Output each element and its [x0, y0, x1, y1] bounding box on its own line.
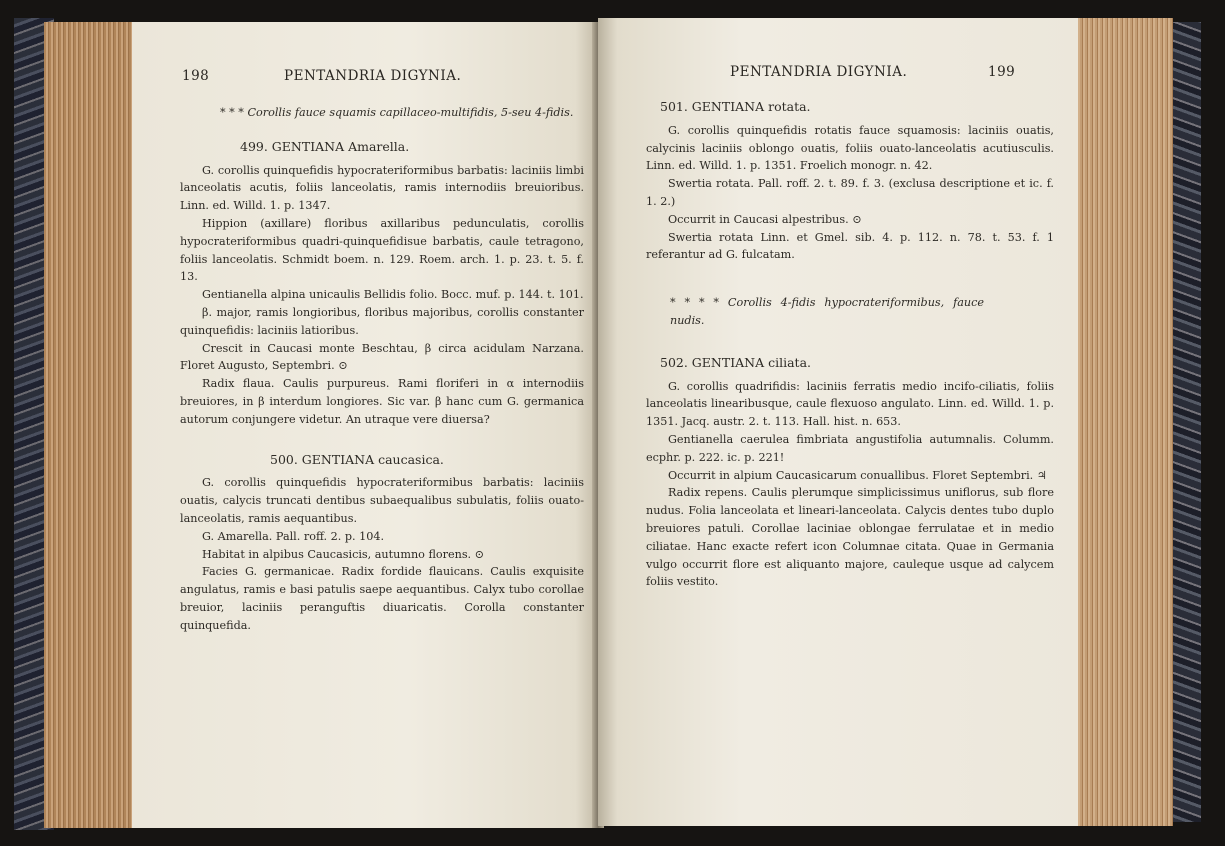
entry-heading-500: 500. GENTIANA caucasica.: [270, 451, 444, 467]
entry-heading-502: 502. GENTIANA ciliata.: [660, 354, 811, 370]
subsection-heading-right: * * * * Corollis 4-fidis hypocrateriformibus, fauce nudis.: [670, 296, 984, 327]
entry-502-para-2: Gentianella caerulea fimbriata angustifolia autumnalis. Columm. ecphr. p. 222. ic. p. 221!: [646, 432, 1054, 464]
entry-500-para-1: G. corollis quinquefidis hypocrateriformibus barbatis: laciniis ouatis, calycis truncati dentibus subaequalibus subulatis, foliis ouato-lanceolatis, ramis aequantibus.: [180, 476, 584, 525]
entry-501-para-1: G. corollis quinquefidis rotatis fauce squamosis: laciniis ouatis, calycinis laciniis oblongo ouatis, foliis ouato-lanceolatis acutiusculis. Linn. ed. Willd. 1. p. 1351. Froelich monogr. n. 42.: [646, 123, 1054, 173]
page-edges-left: [44, 22, 132, 828]
entry-502-para-1: G. corollis quadrifidis: laciniis ferratis medio incifo-ciliatis, foliis lanceolatis linearibusque, caule flexuoso angulato. Linn. ed. Willd. 1. p. 1351. Jacq. austr. 2. t. 113. Hall. hist. n. 653.: [646, 379, 1054, 429]
entry-heading-499: 499. GENTIANA Amarella.: [240, 138, 410, 154]
entry-499-para-5: Crescit in Caucasi monte Beschtau, β circa acidulam Narzana. Floret Augusto, Septembri. ⊙: [180, 341, 584, 373]
entry-500-para-4: Facies G. germanicae. Radix fordide flauicans. Caulis exquisite angulatus, ramis e basi patulis saepe aequantibus. Calyx tubo corollae breuior, laciniis peranguftis diuaricatis. Corolla constanter quinquefida.: [180, 565, 584, 632]
entry-499-para-6: Radix flaua. Caulis purpureus. Rami floriferi in α internodiis breuiores, in β interdum longiores. Sic var. β hanc cum G. germanica autorum conjungere videtur. An utraque vere diuersa?: [180, 377, 584, 426]
entry-501-para-2: Swertia rotata. Pall. roff. 2. t. 89. f. 3. (exclusa descriptione et ic. f. 1. 2.): [646, 177, 1054, 208]
entry-499-para-4: β. major, ramis longioribus, floribus majoribus, corollis constanter quinquefidis: laciniis latioribus.: [180, 305, 584, 337]
page-number-right: 199: [988, 64, 1016, 80]
entry-501-para-3: Occurrit in Caucasi alpestribus. ⊙: [668, 212, 862, 226]
running-head-left: PENTANDRIA DIGYNIA.: [284, 68, 462, 84]
entry-499-para-2: Hippion (axillare) floribus axillaribus pedunculatis, corollis hypocrateriformibus quadri-quinquefidisue barbatis, caule tetragono, foliis lanceolatis. Schmidt boem. n. 129. Roem. arch. 1. p. 23. t. 5. f. 13.: [180, 216, 584, 284]
entry-500-para-2: G. Amarella. Pall. roff. 2. p. 104.: [202, 529, 385, 543]
entry-501-para-4: Swertia rotata Linn. et Gmel. sib. 4. p. 112. n. 78. t. 53. f. 1 referantur ad G. fulcatam.: [646, 230, 1054, 262]
entry-502-para-4: Radix repens. Caulis plerumque simplicissimus uniflorus, sub flore nudus. Folia lanceolata et lineari-lanceolata. Calycis dentes tubo duplo breuiores patuli. Corollae laciniae oblongae ferrulatae et in medio ciliatae. Hanc exacte refert icon Columnae citata. Quae in Germania vulgo occurrit flore est aliquanto majore, cauleque usque ad calycem foliis vestito.: [646, 486, 1054, 589]
left-text-column: [180, 104, 584, 635]
left-page: [132, 22, 594, 828]
right-text-column: [646, 98, 1054, 591]
right-page: [598, 18, 1078, 826]
subsection-heading-left: * * * Corollis fauce squamis capillaceo-multifidis, 5-seu 4-fidis.: [220, 106, 574, 119]
entry-499-para-3: Gentianella alpina unicaulis Bellidis folio. Bocc. muf. p. 144. t. 101.: [202, 288, 584, 302]
entry-499-para-1: G. corollis quinquefidis hypocrateriformibus barbatis: laciniis limbi lanceolatis acutis, foliis lanceolatis, ramis internodiis breuioribus. Linn. ed. Willd. 1. p. 1347.: [180, 163, 584, 213]
entry-500-para-3: Habitat in alpibus Caucasicis, autumno florens. ⊙: [202, 547, 485, 561]
entry-heading-501: 501. GENTIANA rotata.: [660, 99, 811, 114]
page-edges-right: [1075, 18, 1173, 826]
running-head-right: PENTANDRIA DIGYNIA.: [730, 64, 908, 80]
page-number-left: 198: [182, 68, 210, 84]
entry-502-para-3: Occurrit in alpium Caucasicarum conuallibus. Floret Septembri. ♃: [668, 468, 1047, 482]
